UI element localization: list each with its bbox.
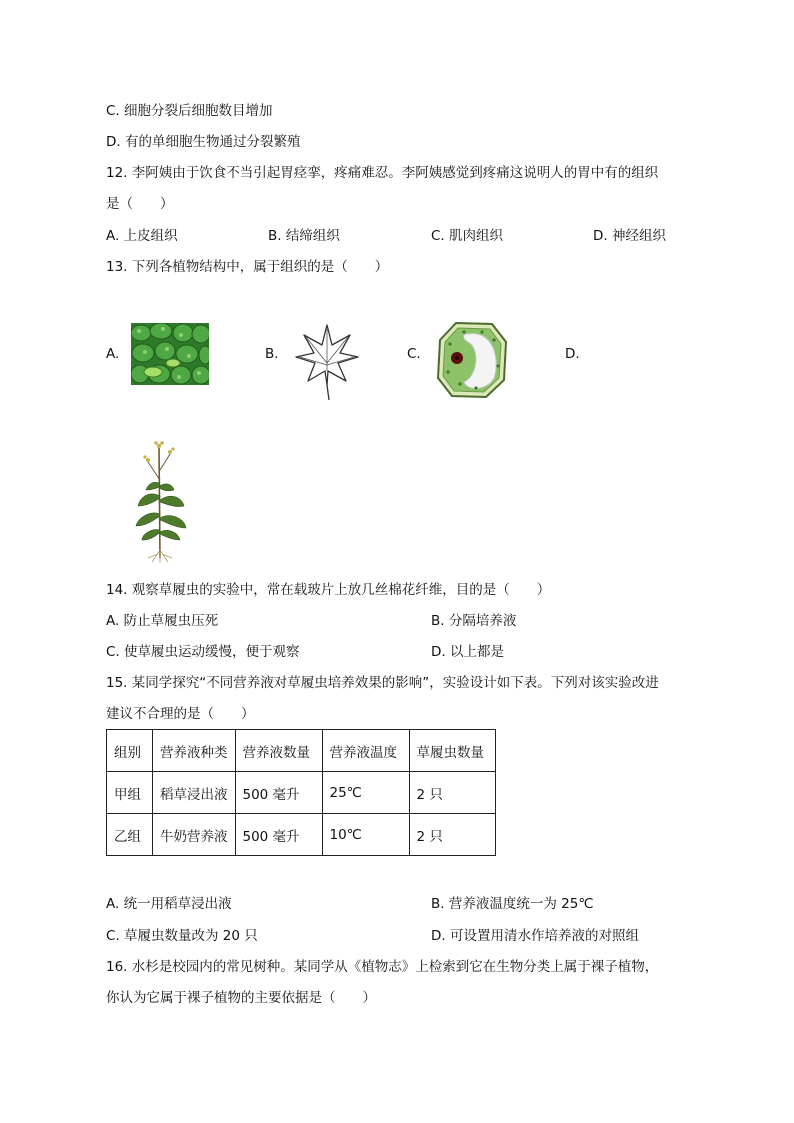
q15-option-c: C. 草履虫数量改为 20 只: [106, 928, 258, 944]
q13-image-a-tissue: [131, 323, 209, 385]
q15-stem-line2: 建议不合理的是（ ）: [106, 706, 255, 722]
q15-option-a: A. 统一用稻草浸出液: [106, 896, 232, 912]
table-header-cell: 营养液数量: [235, 730, 322, 772]
q11-option-d: D. 有的单细胞生物通过分裂繁殖: [106, 134, 301, 150]
q13-label-b: B.: [265, 346, 279, 362]
q12-option-b: B. 结缔组织: [268, 228, 340, 244]
table-row: [107, 772, 496, 814]
q14-option-a: A. 防止草履虫压死: [106, 613, 219, 629]
q12-stem-line2: 是（ ）: [106, 196, 174, 212]
table-cell: 稻草浸出液: [153, 772, 236, 814]
table-row: [107, 814, 496, 856]
q15-stem-line1: 15. 某同学探究“不同营养液对草履虫培养效果的影响”，实验设计如下表。下列对该实验改进: [106, 675, 659, 691]
table-cell: 2 只: [409, 772, 495, 814]
q15-experiment-table: [106, 729, 496, 856]
q13-image-d-whole-plant: [130, 440, 190, 564]
q13-label-d: D.: [565, 346, 580, 362]
table-header-cell: 营养液温度: [322, 730, 409, 772]
q13-image-c-plant-cell: [434, 320, 510, 400]
table-header-cell: 营养液种类: [153, 730, 236, 772]
table-header-row: [107, 730, 496, 772]
table-cell: 500 毫升: [235, 814, 322, 856]
q14-stem: 14. 观察草履虫的实验中，常在载玻片上放几丝棉花纤维，目的是（ ）: [106, 582, 551, 598]
q13-stem: 13. 下列各植物结构中，属于组织的是（ ）: [106, 259, 389, 275]
table-cell: 甲组: [107, 772, 153, 814]
q15-option-b: B. 营养液温度统一为 25℃: [431, 896, 594, 912]
q13-label-c: C.: [407, 346, 421, 362]
table-header-cell: 草履虫数量: [409, 730, 495, 772]
table-cell: 2 只: [409, 814, 495, 856]
table-cell: 牛奶营养液: [153, 814, 236, 856]
table-header-cell: 组别: [107, 730, 153, 772]
q12-stem-line1: 12. 李阿姨由于饮食不当引起胃痉挛，疼痛难忍。李阿姨感觉到疼痛这说明人的胃中有的组织: [106, 165, 659, 181]
table-cell: 25℃: [322, 772, 409, 814]
table-cell: 10℃: [322, 814, 409, 856]
table-cell: 乙组: [107, 814, 153, 856]
q14-option-d: D. 以上都是: [431, 644, 504, 660]
q15-option-d: D. 可设置用清水作培养液的对照组: [431, 928, 639, 944]
q13-image-b-leaf: [294, 323, 360, 401]
q13-label-a: A.: [106, 346, 120, 362]
q12-option-d: D. 神经组织: [593, 228, 666, 244]
q12-option-a: A. 上皮组织: [106, 228, 178, 244]
q16-stem-line1: 16. 水杉是校园内的常见树种。某同学从《植物志》上检索到它在生物分类上属于裸子植物，: [106, 959, 659, 975]
q14-option-b: B. 分隔培养液: [431, 613, 517, 629]
q11-option-c: C. 细胞分裂后细胞数目增加: [106, 103, 273, 119]
q12-option-c: C. 肌肉组织: [431, 228, 504, 244]
q14-option-c: C. 使草履虫运动缓慢，便于观察: [106, 644, 300, 660]
table-cell: 500 毫升: [235, 772, 322, 814]
q16-stem-line2: 你认为它属于裸子植物的主要依据是（ ）: [106, 990, 376, 1006]
